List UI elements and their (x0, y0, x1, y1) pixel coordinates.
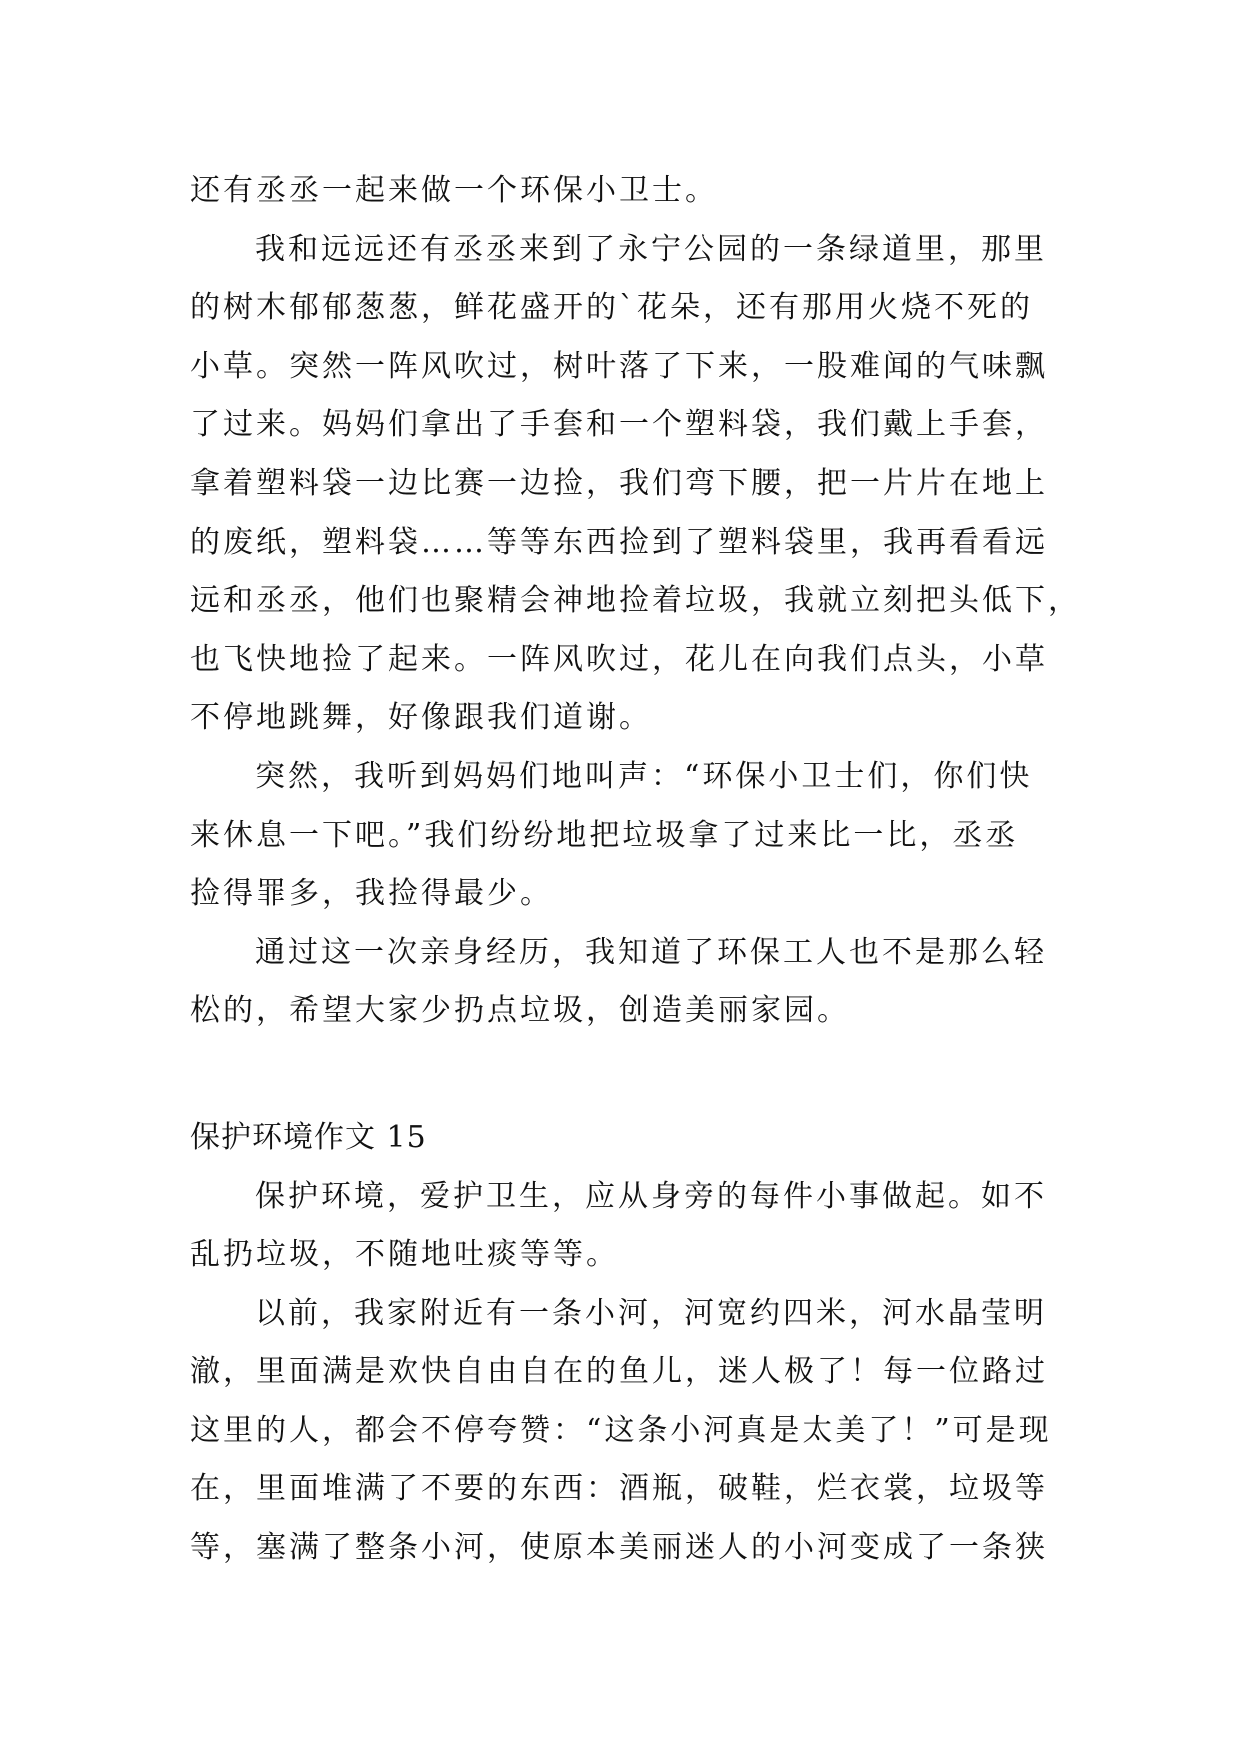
paragraph-line: 澈，里面满是欢快自由自在的鱼儿，迷人极了！每一位路过 (190, 1354, 1048, 1390)
paragraph-line: 这里的人，都会不停夸赞：“这条小河真是太美了！”可是现 (190, 1412, 1052, 1448)
paragraph-line: 也飞快地捡了起来。一阵风吹过，花儿在向我们点头，小草 (190, 641, 1048, 677)
paragraph-line: 捡得罪多，我捡得最少。 (190, 876, 553, 912)
paragraph-line: 的树木郁郁葱葱，鲜花盛开的`花朵，还有那用火烧不死的 (190, 290, 1033, 326)
paragraph-line: 以前，我家附近有一条小河，河宽约四米，河水晶莹明 (255, 1295, 1047, 1331)
paragraph-line: 小草。突然一阵风吹过，树叶落了下来，一股难闻的气味飘 (190, 348, 1048, 384)
paragraph-line: 的废纸，塑料袋……等等东西捡到了塑料袋里，我再看看远 (190, 524, 1048, 560)
paragraph-line: 不停地跳舞，好像跟我们道谢。 (190, 700, 652, 736)
paragraph-line: 了过来。妈妈们拿出了手套和一个塑料袋，我们戴上手套， (190, 407, 1048, 443)
paragraph-line: 松的，希望大家少扔点垃圾，创造美丽家园。 (190, 993, 850, 1029)
section-gap (190, 1041, 1060, 1109)
document-body (190, 162, 1081, 1578)
paragraph-line: 突然，我听到妈妈们地叫声：“环保小卫士们，你们快 (255, 758, 1033, 794)
paragraph-line: 在，里面堆满了不要的东西：酒瓶，破鞋，烂衣裳，垃圾等 (190, 1471, 1048, 1507)
paragraph-line: 乱扔垃圾，不随地吐痰等等。 (190, 1237, 619, 1273)
paragraph-line: 还有丞丞一起来做一个环保小卫士。 (190, 173, 718, 208)
paragraph-line: 通过这一次亲身经历，我知道了环保工人也不是那么轻 (255, 934, 1047, 970)
section-title: 保护环境作文 15 (190, 1119, 427, 1155)
paragraph-line: 等，塞满了整条小河，使原本美丽迷人的小河变成了一条狭 (190, 1530, 1048, 1566)
paragraph-line: 我和远远还有丞丞来到了永宁公园的一条绿道里，那里 (255, 231, 1047, 267)
paragraph-line: 保护环境，爱护卫生，应从身旁的每件小事做起。如不 (255, 1178, 1047, 1214)
paragraph-line: 来休息一下吧。”我们纷纷地把垃圾拿了过来比一比，丞丞 (190, 817, 1019, 853)
paragraph-line: 远和丞丞，他们也聚精会神地捡着垃圾，我就立刻把头低下， (190, 583, 1081, 619)
paragraph-line: 拿着塑料袋一边比赛一边捡，我们弯下腰，把一片片在地上 (190, 465, 1048, 501)
